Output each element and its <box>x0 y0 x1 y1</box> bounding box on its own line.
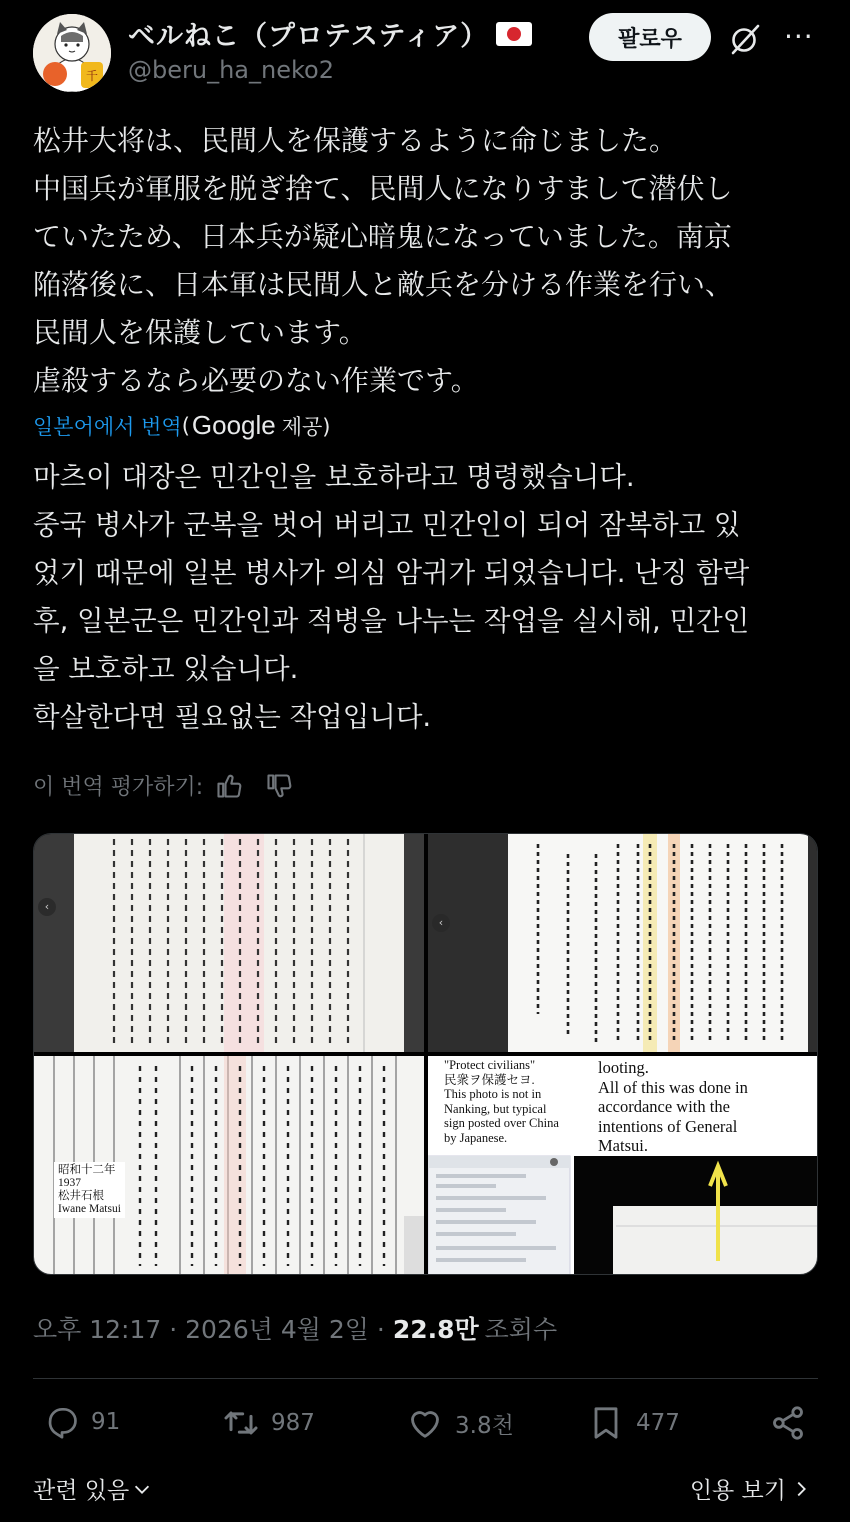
reply-count: 91 <box>91 1409 121 1435</box>
translation-paren: ( <box>181 413 190 438</box>
reply-icon <box>43 1403 81 1441</box>
bookmark-count: 477 <box>636 1410 680 1436</box>
rate-translation-label: 이 번역 평가하기: <box>33 775 204 800</box>
post-translation-text <box>33 453 823 741</box>
repost-button[interactable] <box>221 1403 315 1443</box>
media-image-4[interactable] <box>428 1056 818 1275</box>
translation-line: 을 보호하고 있습니다. <box>33 653 299 685</box>
divider <box>33 1378 818 1379</box>
like-button[interactable] <box>405 1403 514 1443</box>
rate-translation <box>33 770 293 801</box>
chevron-left-icon[interactable]: ‹ <box>38 898 56 916</box>
view-quotes-label: 인용 보기 <box>689 1478 786 1504</box>
follow-button[interactable]: 팔로우 <box>589 13 711 61</box>
author-handle[interactable]: @beru_ha_neko2 <box>128 56 334 84</box>
google-wordmark: Google <box>191 410 276 440</box>
chevron-down-icon <box>131 1478 153 1500</box>
related-toggle[interactable] <box>33 1472 153 1505</box>
repost-count: 987 <box>271 1410 315 1436</box>
post-line: 中国兵が軍服を脱ぎ捨て、民間人になりすまして潜伏し <box>33 172 733 205</box>
chevron-left-icon[interactable]: ‹ <box>432 914 450 932</box>
matsui-caption: 昭和十二年 1937 松井石根 Iwane Matsui <box>54 1162 125 1218</box>
translation-line: 마츠이 대장은 민간인을 보호하라고 명령했습니다. <box>33 461 635 493</box>
bookmark-icon <box>586 1403 626 1443</box>
media-image-3[interactable] <box>34 1056 424 1275</box>
action-bar <box>33 1403 818 1449</box>
view-count-label: 조회수 <box>484 1315 558 1344</box>
view-quotes-link[interactable] <box>690 1472 812 1505</box>
post-time[interactable]: 오후 12:17 · 2026년 4월 2일 · <box>33 1315 385 1344</box>
japan-flag-icon <box>496 22 532 46</box>
matsui-intentions-caption: looting. All of this was done in accordance with the intentions of General Matsui. <box>598 1058 748 1155</box>
avatar[interactable] <box>33 14 111 92</box>
repost-icon <box>221 1403 261 1443</box>
chevron-right-icon <box>790 1478 812 1500</box>
post-timestamp <box>33 1310 557 1346</box>
translation-line: 후, 일본군은 민간인과 적병을 나누는 작업을 실시해, 민간인 <box>33 605 750 637</box>
heart-icon <box>405 1403 445 1443</box>
translation-line: 중국 병사가 군복을 벗어 버리고 민간인이 되어 잠복하고 있 <box>33 509 741 541</box>
media-image-1[interactable] <box>34 834 424 1052</box>
share-icon <box>768 1403 808 1443</box>
more-options-icon[interactable]: ··· <box>784 20 814 53</box>
post-line: 民間人を保護しています。 <box>33 316 367 349</box>
author-display-name[interactable]: ベルねこ（プロテスティア） <box>128 21 489 52</box>
post-line: 虐殺するなら必要のない作業です。 <box>33 364 479 397</box>
protect-civilians-caption: "Protect civilians" 民衆ヲ保護セヨ. This photo is not in Nanking, but typical sign posted over China by Japanese. <box>444 1058 559 1145</box>
translation-attribution <box>33 410 331 441</box>
translation-line: 학살한다면 필요없는 작업입니다. <box>33 701 432 733</box>
author-name-row[interactable] <box>128 14 532 53</box>
like-count: 3.8천 <box>455 1412 514 1439</box>
svg-text:千: 千 <box>86 69 99 83</box>
translation-line: 었기 때문에 일본 병사가 의심 암귀가 되었습니다. 난징 함락 <box>33 557 750 589</box>
translation-provider: 제공) <box>281 414 331 439</box>
translated-from-link[interactable]: 일본어에서 번역 <box>33 414 182 439</box>
post-line: ていたため、日本兵が疑心暗鬼になっていました。南京 <box>33 220 732 253</box>
related-label: 관련 있음 <box>33 1478 130 1504</box>
thumbs-down-icon[interactable] <box>265 772 293 800</box>
view-count: 22.8만 <box>392 1315 479 1344</box>
bookmark-button[interactable] <box>586 1403 680 1443</box>
post-line: 松井大将は、民間人を保護するように命じました。 <box>33 124 678 157</box>
media-grid <box>33 833 818 1275</box>
grok-icon[interactable] <box>728 22 762 56</box>
post-line: 陥落後に、日本軍は民間人と敵兵を分ける作業を行い、 <box>33 268 734 301</box>
media-image-2[interactable] <box>428 834 818 1052</box>
reply-button[interactable] <box>43 1403 120 1441</box>
post-original-text <box>33 117 823 405</box>
share-button[interactable] <box>768 1403 808 1443</box>
thumbs-up-icon[interactable] <box>215 772 243 800</box>
